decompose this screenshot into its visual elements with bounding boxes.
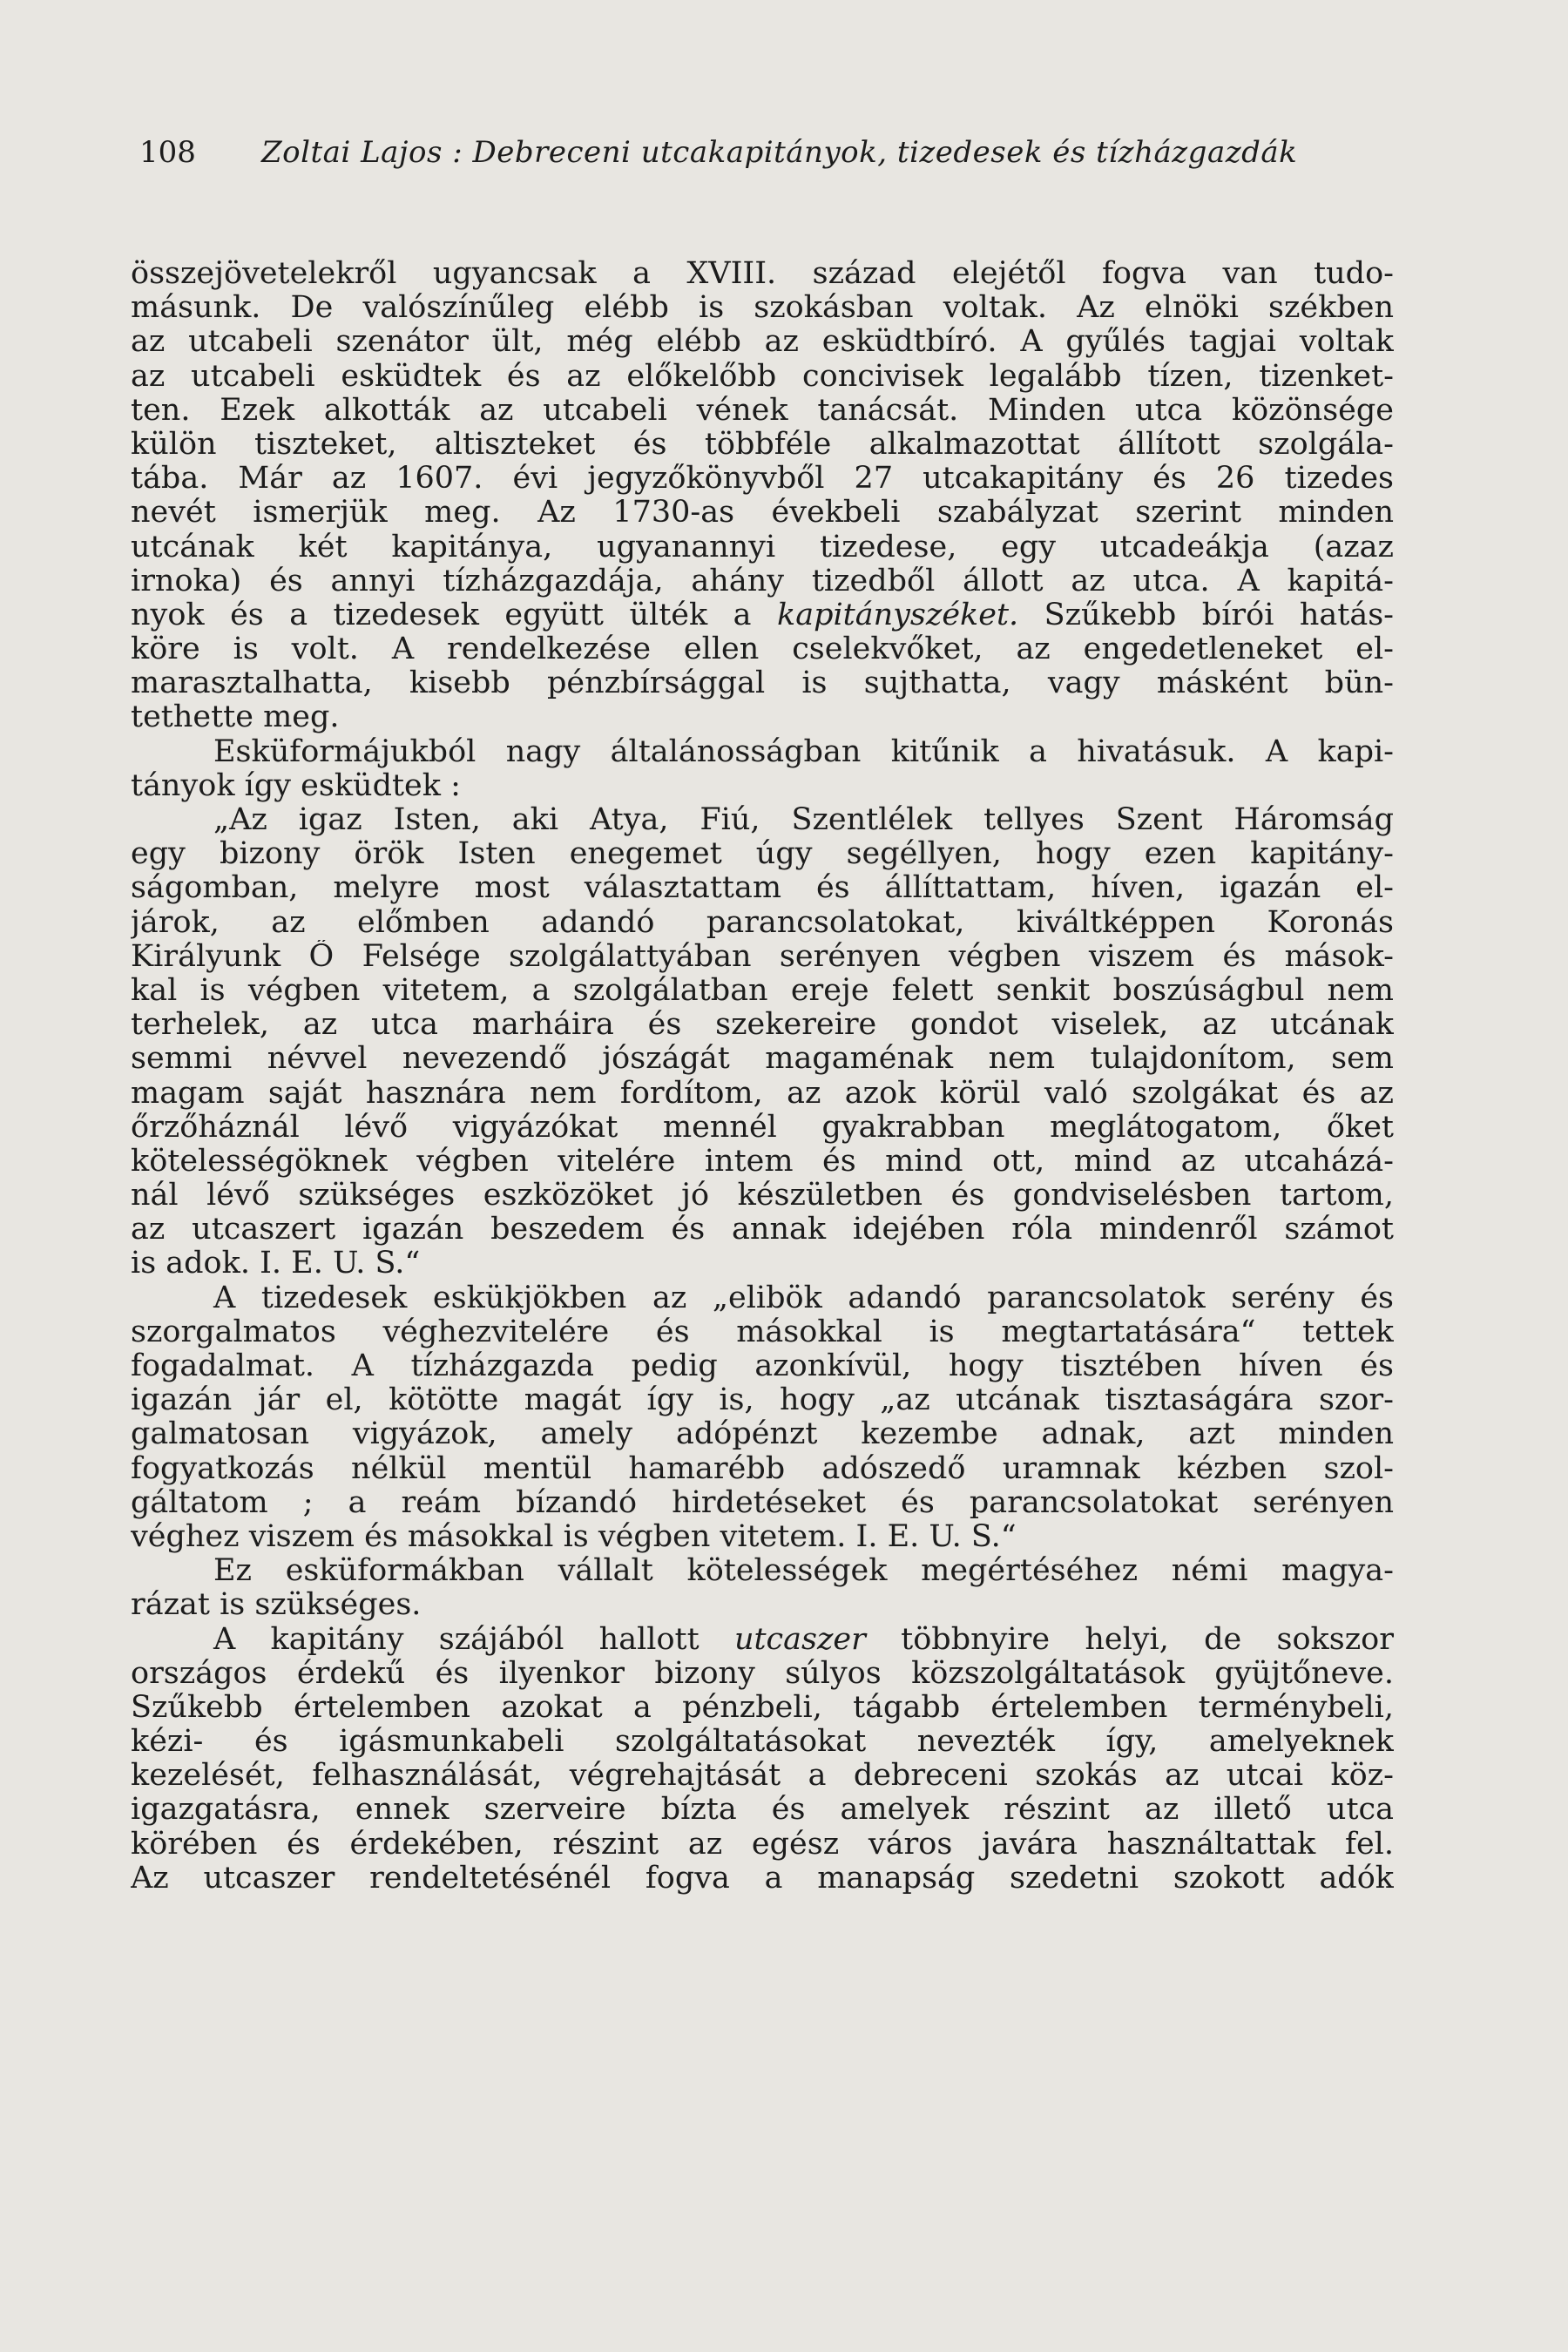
text-line [131,769,1394,803]
text-line-content: fogadalmat. A tízházgazda pedig azonkívül, hogy tisztében híven és [131,1349,1394,1383]
text-line-continuation: többnyire helyi, de sokszor [901,1622,1394,1657]
text-line [131,837,1394,871]
text-line-content: nál lévő szükséges eszközöket jó készületben és gondviselésben tartom, [131,1179,1394,1213]
text-line [131,1520,1394,1554]
text-line [131,1623,1394,1657]
text-line-content: járok, az előmben adandó parancsolatokat, kiváltképpen Koronás [131,905,1394,940]
text-line [131,428,1394,462]
text-line-content: tethette meg. [131,700,340,735]
text-line [131,1247,1394,1281]
text-line-content: egy bizony örök Isten enegemet úgy segéllyen, hogy ezen kapitány- [131,837,1394,872]
text-line-content: irnoka) és annyi tízházgazdája, ahány tizedből állott az utca. A kapitá- [131,564,1394,598]
text-line [131,531,1394,564]
text-line [131,291,1394,325]
text-line [131,1349,1394,1383]
text-line [131,1486,1394,1520]
text-line [131,1417,1394,1451]
text-line-content: magam saját hasznára nem fordítom, az azok körül való szolgákat és az [131,1076,1394,1111]
text-line-content: Ez esküformákban vállalt kötelességek megértéséhez némi magya- [213,1554,1394,1589]
text-line-content: külön tiszteket, altiszteket és többféle alkalmazottat állított szolgála- [131,427,1394,462]
text-line-content: terhelek, az utca marháira és szekereire gondot viselek, az utcának [131,1008,1394,1043]
text-line [131,632,1394,666]
text-line [131,1042,1394,1076]
text-line-content: tányok így esküdtek : [131,768,461,803]
text-line-content: kötelességöknek végben vitelére intem és mind ott, mind az utcaházá- [131,1144,1394,1179]
text-line-content: őrzőháznál lévő vigyázókat mennél gyakrabban meglátogatom, őket [131,1110,1394,1145]
text-line-content: A kapitány szájából hallott [213,1622,700,1657]
text-line [131,360,1394,394]
text-line-content: rázat is szükséges. [131,1588,422,1623]
text-line-content: Az utcaszer rendeltetésénél fogva a manapság szedetni szokott adók [131,1861,1394,1896]
text-line-content: körében és érdekében, részint az egész város javára használtattak fel. [131,1827,1394,1862]
text-line [131,394,1394,428]
text-line-content: semmi névvel nevezendő jószágát magaménak nem tulajdonítom, sem [131,1042,1394,1077]
text-line-content: Királyunk Ő Felsége szolgálattyában serényen végben viszem és mások- [131,939,1394,974]
text-line [131,1077,1394,1111]
page-number: 108 [139,135,196,170]
text-line [131,1793,1394,1827]
text-line [131,1145,1394,1179]
text-line [131,325,1394,359]
running-head [139,131,1394,174]
text-line [131,496,1394,530]
text-line [131,940,1394,974]
text-line-continuation: Szűkebb bírói hatás- [1044,598,1394,632]
text-line-content: kézi- és igásmunkabeli szolgáltatásokat nevezték így, amelyeknek [131,1725,1394,1760]
text-line-content: kezelését, felhasználását, végrehajtását a debreceni szokás az utcai köz- [131,1759,1394,1794]
text-line [131,1008,1394,1042]
text-line-content: nevét ismerjük meg. Az 1730-as évekbeli szabályzat szerint minden [131,496,1394,531]
text-line [131,598,1394,632]
text-line-content: utcának két kapitánya, ugyanannyi tizedese, egy utcadeákja (azaz [131,530,1394,564]
text-line-content: ten. Ezek alkották az utcabeli vének tanácsát. Minden utca közönsége [131,393,1394,428]
text-line [131,871,1394,905]
text-line [131,1383,1394,1417]
text-line-content: Szűkebb értelemben azokat a pénzbeli, tágabb értelemben terménybeli, [131,1690,1394,1725]
running-head-title: Zoltai Lajos : Debreceni utcakapitányok, tizedesek és tízházgazdák [261,135,1298,170]
text-line-content: gáltatom ; a reám bízandó hirdetéseket és parancsolatokat serényen [131,1485,1394,1520]
text-line-content: az utcaszert igazán beszedem és annak idejében róla mindenről számot [131,1213,1394,1247]
text-line-content: véghez viszem és másokkal is végben vitetem. I. E. U. S.“ [131,1519,1017,1554]
text-line [131,1759,1394,1793]
text-line-content: is adok. I. E. U. S.“ [131,1247,421,1281]
text-line [131,1554,1394,1588]
text-line [131,462,1394,496]
text-line [131,1281,1394,1315]
text-line [131,1315,1394,1349]
text-line [131,803,1394,837]
text-line-content: Esküformájukból nagy általánosságban kitűnik a hivatásuk. A kapi- [213,734,1394,769]
text-line-content: szorgalmatos véghezvitelére és másokkal is megtartatására“ tettek [131,1315,1394,1349]
italic-term: utcaszer [733,1622,866,1657]
text-line-content: „Az igaz Isten, aki Atya, Fiú, Szentlélek tellyes Szent Háromság [213,803,1394,837]
text-line [131,974,1394,1008]
italic-term: kapitányszéket. [777,598,1019,632]
text-line-content: tába. Már az 1607. évi jegyzőkönyvből 27 utcakapitány és 26 tizedes [131,462,1394,497]
text-line-content: az utcabeli esküdtek és az előkelőbb concivisek legalább tízen, tizenket- [131,359,1394,394]
text-line-content: A tizedesek eskükjökben az „elibök adandó parancsolatok serény és [213,1281,1394,1315]
text-line-content: köre is volt. A rendelkezése ellen cselekvőket, az engedetleneket el- [131,632,1394,667]
text-line-content: fogyatkozás nélkül mentül hamarébb adószedő uramnak kézben szol- [131,1451,1394,1486]
text-line-content: nyok és a tizedesek együtt ülték a [131,598,752,632]
body-text [131,257,1394,1896]
text-line [131,564,1394,598]
text-line-content: összejövetelekről ugyancsak a XVIII. század elejétől fogva van tudo- [131,257,1394,291]
text-line-content: igazán jár el, kötötte magát így is, hogy „az utcának tisztaságára szor- [131,1383,1394,1418]
text-line [131,1588,1394,1622]
text-line [131,1657,1394,1691]
text-line [131,1725,1394,1759]
text-line [131,735,1394,769]
text-line-content: igazgatásra, ennek szerveire bízta és amelyek részint az illető utca [131,1793,1394,1828]
text-line-content: kal is végben vitetem, a szolgálatban ereje felett senkit boszúságbul nem [131,973,1394,1008]
text-line [131,906,1394,940]
text-line [131,1828,1394,1862]
text-line [131,1452,1394,1486]
text-line [131,1111,1394,1145]
text-line-content: galmatosan vigyázok, amely adópénzt kezembe adnak, azt minden [131,1417,1394,1452]
text-line-content: marasztalhatta, kisebb pénzbírsággal is sujthatta, vagy másként bün- [131,666,1394,701]
text-line-content: másunk. De valószínűleg elébb is szokásban voltak. Az elnöki székben [131,291,1394,326]
text-line [131,700,1394,734]
text-line [131,666,1394,700]
text-line [131,1213,1394,1247]
text-line-content: országos érdekű és ilyenkor bizony súlyos közszolgáltatások gyüjtőneve. [131,1656,1394,1691]
text-line-content: ságomban, melyre most választattam és állíttattam, híven, igazán el- [131,871,1394,906]
text-line [131,1862,1394,1896]
text-line [131,1691,1394,1725]
text-line-content: az utcabeli szenátor ült, még elébb az esküdtbíró. A gyűlés tagjai voltak [131,325,1394,360]
text-line [131,1179,1394,1213]
text-line [131,257,1394,291]
